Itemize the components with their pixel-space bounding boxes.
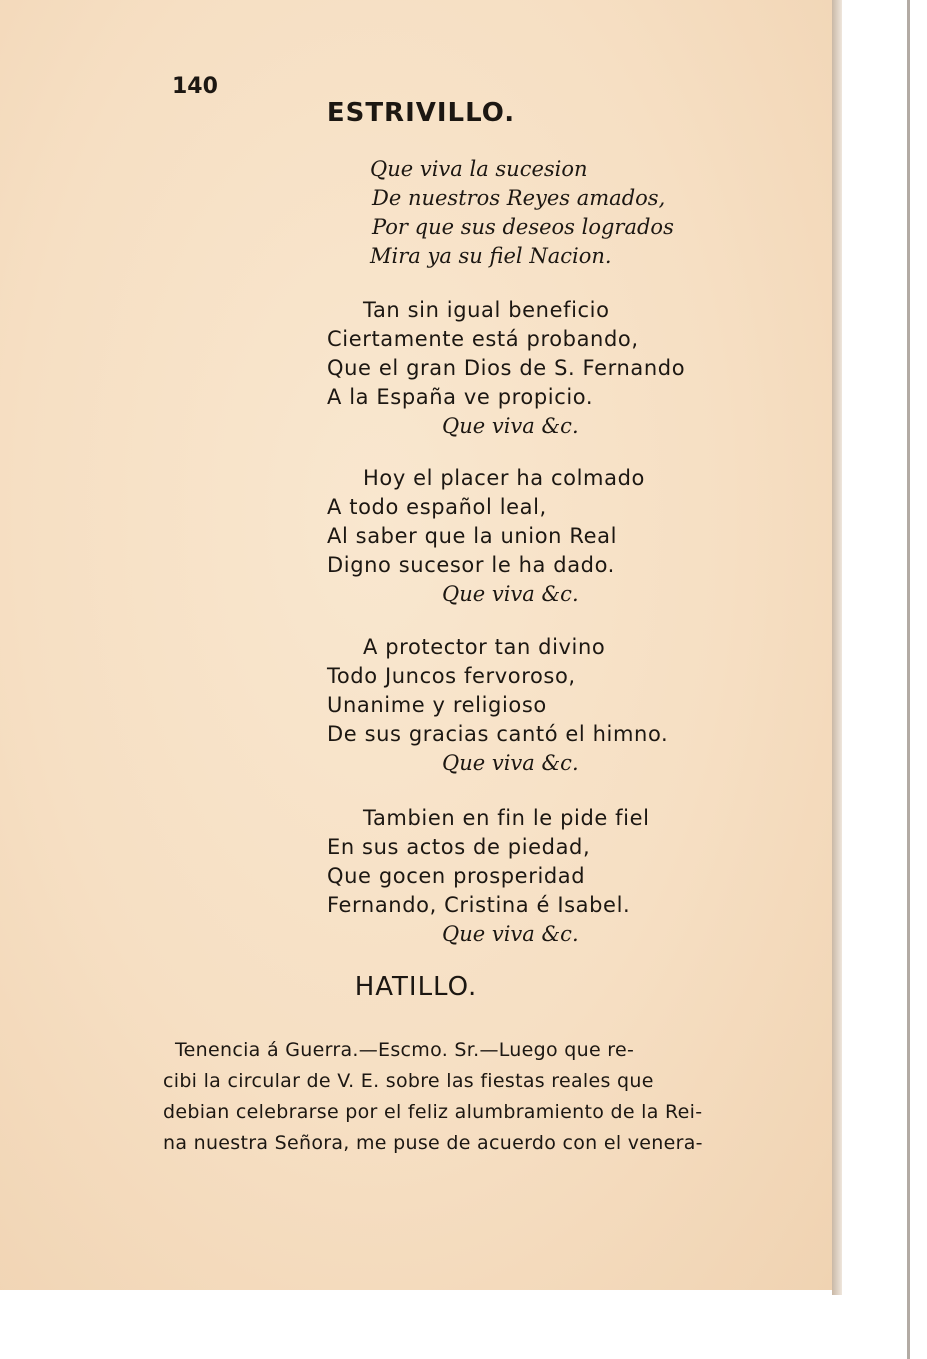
verse-line: Tan sin igual beneficio <box>363 298 610 322</box>
page-number: 140 <box>172 74 218 99</box>
chorus-line: Que viva &c. <box>442 922 579 946</box>
prose-line: debian celebrarse por el feliz alumbramiento de la Rei- <box>163 1101 703 1123</box>
verse-line: Fernando, Cristina é Isabel. <box>327 893 631 917</box>
heading-estrivillo: ESTRIVILLO. <box>326 98 516 128</box>
stanza-1 <box>327 296 685 441</box>
heading-hatillo: HATILLO. <box>354 972 478 1002</box>
stanza-4 <box>327 804 650 949</box>
chorus-line: Que viva &c. <box>442 751 579 775</box>
verse-line: Unanime y religioso <box>327 693 547 717</box>
verse-line: Ciertamente está probando, <box>327 327 639 351</box>
verse-line: En sus actos de piedad, <box>327 835 591 859</box>
verse-line: Digno sucesor le ha dado. <box>327 553 615 577</box>
chorus-line: Que viva &c. <box>442 582 579 606</box>
prose-paragraph <box>163 1035 825 1159</box>
refrain-line: De nuestros Reyes amados, <box>372 186 666 210</box>
refrain-line: Que viva la sucesion <box>370 157 588 181</box>
verse-line: Todo Juncos fervoroso, <box>327 664 576 688</box>
verse-line: A la España ve propicio. <box>327 385 594 409</box>
verse-line: De sus gracias cantó el himno. <box>327 722 669 746</box>
verse-line: Que el gran Dios de S. Fernando <box>327 356 686 380</box>
prose-line: cibi la circular de V. E. sobre las fiestas reales que <box>163 1070 654 1092</box>
verse-line: Que gocen prosperidad <box>327 864 586 888</box>
verse-line: Hoy el placer ha colmado <box>363 466 645 490</box>
stanza-2 <box>327 464 645 609</box>
verse-line: A todo español leal, <box>327 495 547 519</box>
refrain-line: Por que sus deseos logrados <box>372 215 674 239</box>
refrain-line: Mira ya su fiel Nacion. <box>370 244 612 268</box>
refrain-block <box>370 155 674 271</box>
prose-line: na nuestra Señora, me puse de acuerdo con el venera- <box>163 1132 703 1154</box>
verse-line: Tambien en fin le pide fiel <box>363 806 650 830</box>
verse-line: A protector tan divino <box>363 635 606 659</box>
stanza-3 <box>327 633 668 778</box>
verse-line: Al saber que la union Real <box>327 524 618 548</box>
page-edge-shadow <box>832 0 842 1295</box>
chorus-line: Que viva &c. <box>442 414 579 438</box>
scanner-edge-line <box>907 0 910 1359</box>
prose-line: Tenencia á Guerra.—Escmo. Sr.—Luego que re- <box>175 1039 635 1061</box>
